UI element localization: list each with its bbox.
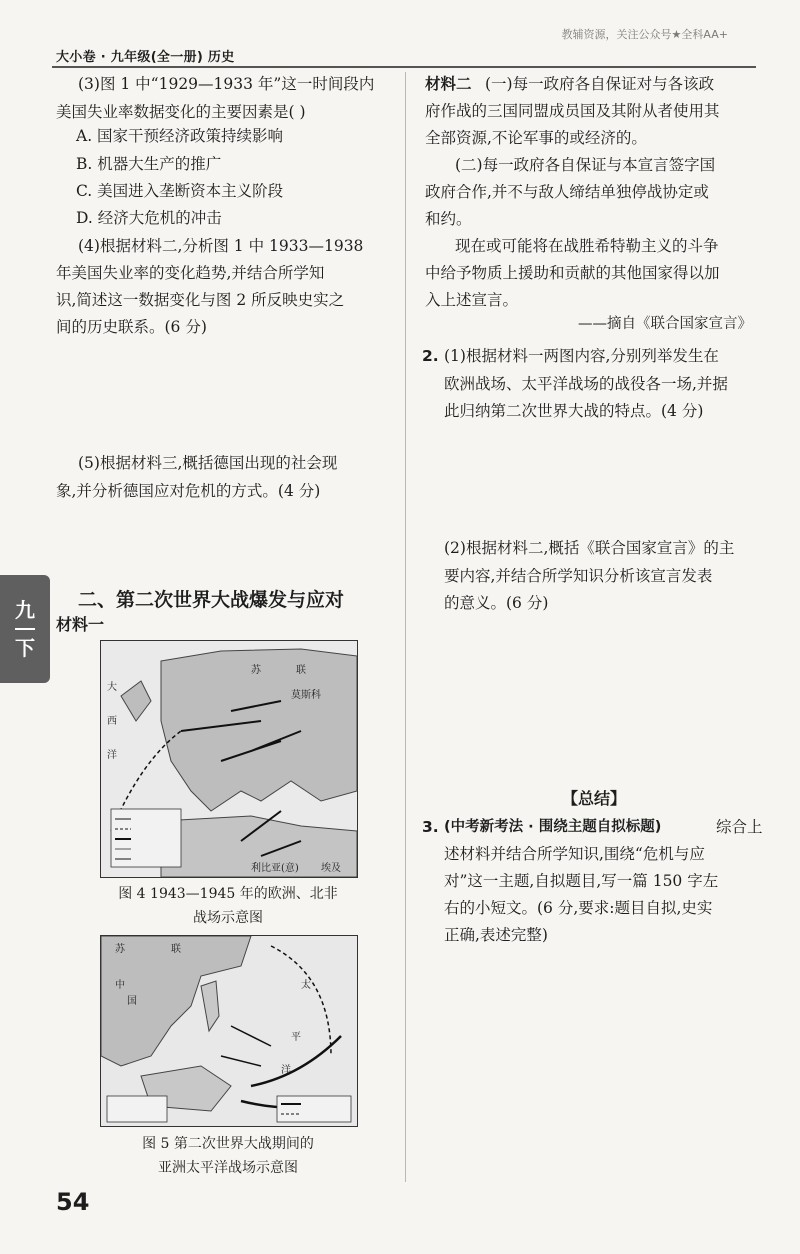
material-2-line: 现在或可能将在战胜希特勒主义的斗争 (455, 237, 719, 255)
question-3-number: 3. (422, 818, 439, 836)
side-tab-top: 九 (15, 598, 35, 622)
question-3-line: 述材料并结合所学知识,围绕“危机与应 (444, 845, 705, 863)
section-title: 二、第二次世界大战爆发与应对 (78, 589, 345, 611)
option-b: B. 机器大生产的推广 (76, 155, 222, 173)
summary-title: 【总结】 (562, 789, 627, 808)
material-2-line: 中给予物质上援助和贡献的其他国家得以加 (425, 264, 720, 282)
watermark-notice: 教辅资源，关注公众号★全科AA+ (561, 28, 728, 41)
asia-pacific-map (100, 935, 358, 1127)
question-2-1-line: (1)根据材料一两图内容,分别列举发生在 (444, 347, 719, 365)
question-5-line: 象,并分析德国应对危机的方式。(4 分) (56, 482, 321, 500)
material-2-line: 政府合作,并不与敌人缔结单独停战协定或 (425, 183, 709, 201)
caption-line: 图 5 第二次世界大战期间的 (142, 1136, 314, 1152)
question-2-number: 2. (422, 347, 439, 365)
map-label: 苏 (115, 944, 125, 955)
question-2-1-line: 欧洲战场、太平洋战场的战役各一场,并据 (444, 375, 728, 393)
caption-line: 图 4 1943—1945 年的欧洲、北非 (118, 886, 338, 902)
map-label: 国 (127, 996, 137, 1007)
map-label: 洋 (107, 750, 117, 761)
side-tab-bottom: 下 (15, 636, 35, 660)
map-label: 中 (115, 980, 125, 991)
question-2-2-line: 要内容,并结合所学知识分析该宣言发表 (444, 567, 713, 585)
caption-line: 亚洲太平洋战场示意图 (158, 1160, 298, 1176)
question-4-line: 识,简述这一数据变化与图 2 所反映史实之 (56, 291, 345, 309)
option-c: C. 美国进入垄断资本主义阶段 (76, 182, 284, 200)
question-5-line: (5)根据材料三,概括德国出现的社会现 (78, 454, 338, 472)
pacific-map-graphic (101, 936, 357, 1126)
map-label: 联 (296, 665, 306, 676)
material-1-label: 材料一 (56, 615, 105, 634)
material-2-line: (一)每一政府各自保证对与各该政 (485, 75, 715, 93)
material-2-label: 材料二 (425, 75, 472, 93)
europe-north-africa-map (100, 640, 358, 878)
option-a: A. 国家干预经济政策持续影响 (76, 127, 284, 145)
grade-side-tab (0, 575, 50, 683)
map-label: 利比亚(意) (251, 863, 299, 874)
question-3-line: 美国失业率数据变化的主要因素是( ) (56, 103, 306, 121)
question-4-line: 间的历史联系。(6 分) (56, 318, 207, 336)
map-label: 苏 (251, 665, 261, 676)
map-label-ocean (107, 671, 117, 773)
material-2-line: (二)每一政府各自保证与本宣言签字国 (455, 156, 716, 174)
source-citation: ——摘自《联合国家宣言》 (578, 316, 752, 332)
map-label: 太 (301, 980, 311, 991)
map-label: 莫斯科 (291, 690, 321, 701)
question-2-1-line: 此归纳第二次世界大战的特点。(4 分) (444, 402, 704, 420)
question-3-line: (3)图 1 中“1929—1933 年”这一时间段内 (78, 75, 375, 93)
material-2-line: 全部资源,不论军事的或经济的。 (425, 129, 647, 147)
caption-line: 战场示意图 (193, 910, 263, 926)
side-tab-divider (15, 628, 35, 630)
material-2-line: 和约。 (425, 210, 472, 228)
map-label: 联 (171, 944, 181, 955)
question-3-line: 对”这一主题,自拟题目,写一篇 150 字左 (444, 872, 719, 890)
question-2-2-line: (2)根据材料二,概括《联合国家宣言》的主 (444, 539, 735, 557)
material-2-line: 府作战的三国同盟成员国及其附从者使用其 (425, 102, 720, 120)
header-divider (52, 66, 756, 68)
book-title: 大小卷 · 九年级(全一册) 历史 (56, 50, 235, 65)
figure-5-caption (110, 1132, 346, 1180)
figure-4-caption (110, 882, 346, 930)
question-3-line: 右的小短文。(6 分,要求:题目自拟,史实 (444, 899, 713, 917)
option-d: D. 经济大危机的冲击 (76, 209, 222, 227)
question-3-line: 综合上 (716, 818, 763, 836)
map-label: 洋 (281, 1065, 291, 1076)
page-number: 54 (56, 1188, 90, 1216)
map-label: 西 (107, 716, 117, 727)
question-2-2-line: 的意义。(6 分) (444, 594, 549, 612)
question-3-tag: (中考新考法 · 围绕主题自拟标题) (444, 819, 662, 835)
material-2-line: 入上述宣言。 (425, 291, 519, 309)
question-4-line: (4)根据材料二,分析图 1 中 1933—1938 (78, 237, 364, 255)
map-label: 埃及 (321, 863, 341, 874)
question-3-line: 正确,表述完整) (444, 926, 548, 944)
question-4-line: 年美国失业率的变化趋势,并结合所学知 (56, 264, 325, 282)
column-divider (405, 72, 406, 1182)
europe-map-graphic (101, 641, 357, 877)
map-label: 平 (291, 1032, 301, 1043)
map-label: 大 (107, 682, 117, 693)
